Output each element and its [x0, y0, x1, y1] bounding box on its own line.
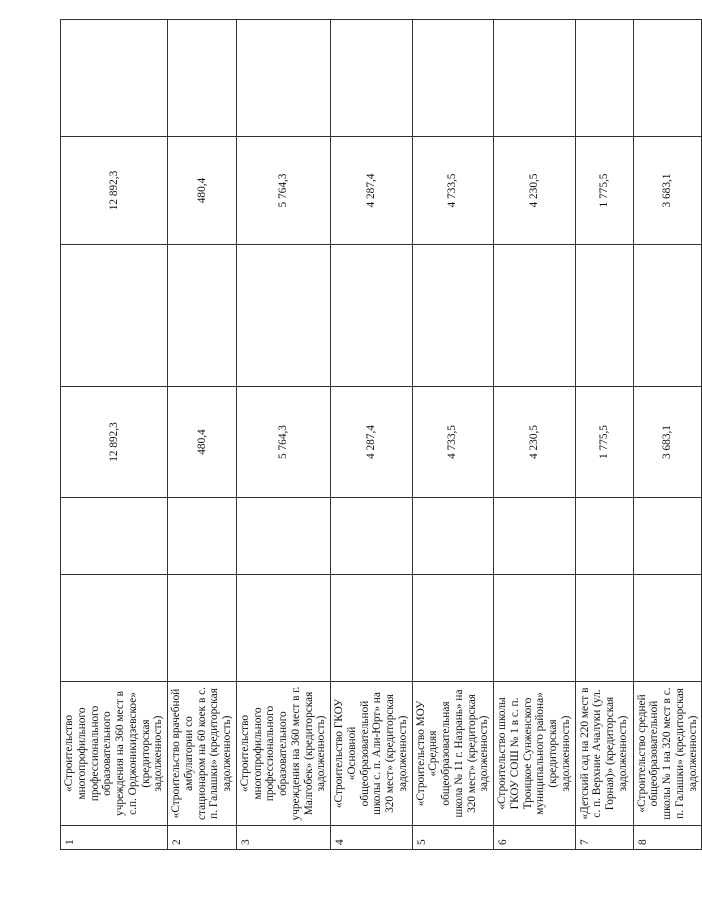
value-col-8 [412, 20, 494, 137]
table-body [61, 20, 702, 850]
value-col-5: 12 892,3 [61, 387, 168, 498]
value-col-8 [575, 20, 633, 137]
row-number: 3 [236, 826, 330, 850]
value-col-6 [633, 245, 702, 387]
value-col-7: 4 733,5 [412, 137, 494, 245]
row-number: 5 [412, 826, 494, 850]
table-row [633, 20, 702, 850]
value-col-6 [331, 245, 413, 387]
object-name: «Строительство средней общеобразовательной школы № 1 на 320 мест в с. п. Галашки» (кредиторская задолженность) [633, 682, 702, 826]
row-number: 8 [633, 826, 702, 850]
value-col-4 [412, 498, 494, 575]
value-col-5: 480,4 [168, 387, 237, 498]
value-col-4 [236, 498, 330, 575]
value-col-4 [61, 498, 168, 575]
table-row [331, 20, 413, 850]
rotated-page [60, 20, 699, 850]
object-name: «Строительство многопрофильного профессионального образовательного учреждения на 360 мест в с.п. Орджоникидзевское» (кредиторская задолженность) [61, 682, 168, 826]
value-col-3 [494, 575, 576, 682]
row-number: 4 [331, 826, 413, 850]
table-row [168, 20, 237, 850]
object-name: «Строительство многопрофильного профессионального образовательного учреждения на 360 мест в г. Малгобек» (кредиторская задолженность) [236, 682, 330, 826]
value-col-5: 3 683,1 [633, 387, 702, 498]
table-row [494, 20, 576, 850]
value-col-4 [168, 498, 237, 575]
value-col-5: 4 230,5 [494, 387, 576, 498]
value-col-7: 12 892,3 [61, 137, 168, 245]
value-col-6 [412, 245, 494, 387]
table-row [575, 20, 633, 850]
value-col-5: 4 733,5 [412, 387, 494, 498]
object-name: «Строительство школы ГКОУ СОШ № 1 в с. п. Троицкое Сунженского муниципального района» (кредиторская задолженность) [494, 682, 576, 826]
table-row [61, 20, 168, 850]
object-name: «Строительство МОУ «Средняя общеобразовательная школа № 11 г. Назрань» на 320 мест» (кредиторская задолженность) [412, 682, 494, 826]
row-number: 2 [168, 826, 237, 850]
value-col-6 [168, 245, 237, 387]
value-col-3 [236, 575, 330, 682]
value-col-3 [412, 575, 494, 682]
value-col-8 [236, 20, 330, 137]
row-number: 1 [61, 826, 168, 850]
value-col-5: 1 775,5 [575, 387, 633, 498]
value-col-5: 4 287,4 [331, 387, 413, 498]
value-col-4 [494, 498, 576, 575]
row-number: 7 [575, 826, 633, 850]
value-col-4 [633, 498, 702, 575]
value-col-4 [331, 498, 413, 575]
value-col-6 [575, 245, 633, 387]
object-name: «Строительство врачебной амбулатории со стационаром на 60 коек в с. п. Галашки» (кредиторская задолженность) [168, 682, 237, 826]
value-col-7: 5 764,3 [236, 137, 330, 245]
value-col-6 [236, 245, 330, 387]
value-col-7: 480,4 [168, 137, 237, 245]
value-col-8 [633, 20, 702, 137]
value-col-8 [494, 20, 576, 137]
value-col-8 [61, 20, 168, 137]
value-col-7: 1 775,5 [575, 137, 633, 245]
value-col-7: 3 683,1 [633, 137, 702, 245]
value-col-6 [494, 245, 576, 387]
budget-table [60, 19, 702, 850]
value-col-3 [168, 575, 237, 682]
row-number: 6 [494, 826, 576, 850]
table-row [236, 20, 330, 850]
value-col-3 [575, 575, 633, 682]
value-col-7: 4 287,4 [331, 137, 413, 245]
value-col-8 [331, 20, 413, 137]
object-name: «Строительство ГКОУ «Основной общеобразовательной школы с. п. Али-Юрт» на 320 мест» (кредиторская задолженность) [331, 682, 413, 826]
object-name: «Детский сад на 220 мест в с. п. Верхние Ачалуки (ул. Горная)» (кредиторская задолженность) [575, 682, 633, 826]
value-col-7: 4 230,5 [494, 137, 576, 245]
value-col-5: 5 764,3 [236, 387, 330, 498]
value-col-4 [575, 498, 633, 575]
value-col-3 [633, 575, 702, 682]
value-col-8 [168, 20, 237, 137]
value-col-3 [331, 575, 413, 682]
value-col-3 [61, 575, 168, 682]
table-row [412, 20, 494, 850]
value-col-6 [61, 245, 168, 387]
